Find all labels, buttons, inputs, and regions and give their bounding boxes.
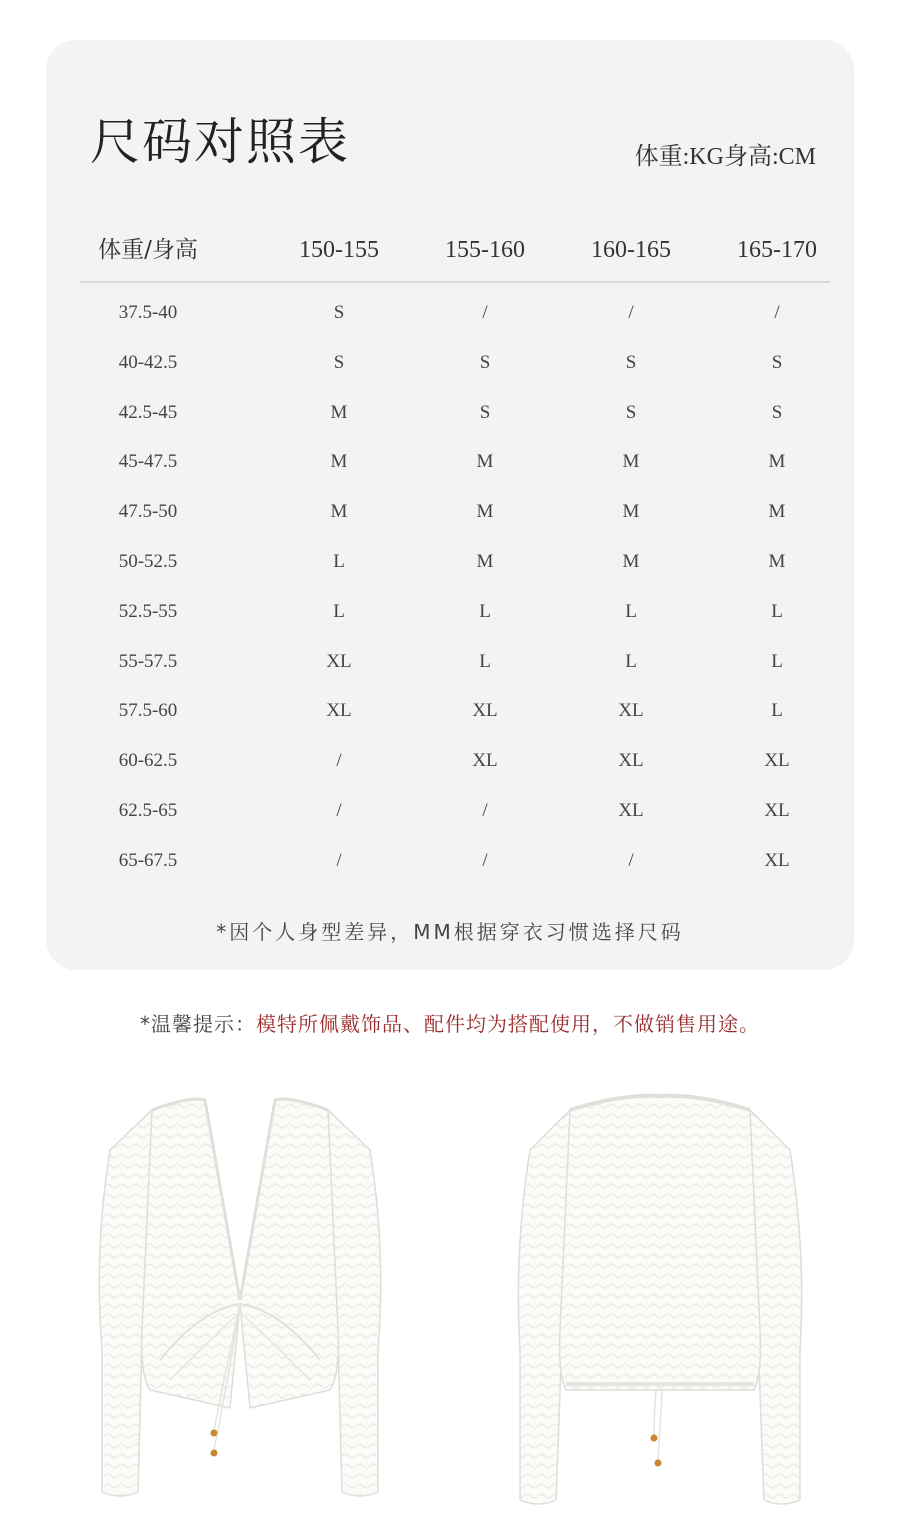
page-title: 尺码对照表	[90, 113, 350, 171]
cardigan-back-illustration	[510, 1090, 810, 1510]
size-cell: M	[330, 401, 348, 423]
size-cell: M	[622, 550, 640, 572]
size-cell: XL	[764, 849, 790, 871]
size-cell: M	[622, 501, 640, 523]
size-cell: /	[336, 849, 342, 871]
size-cell: L	[333, 600, 345, 622]
tip-label: *温馨提示：	[140, 1012, 256, 1036]
size-cell: M	[476, 550, 494, 572]
size-cell: XL	[764, 750, 790, 772]
weight-range-cell: 42.5-45	[118, 401, 178, 423]
header-cell: 165-170	[737, 237, 817, 263]
size-cell: S	[625, 351, 637, 373]
weight-range-cell: 65-67.5	[118, 849, 178, 871]
table-row	[80, 647, 830, 697]
weight-range-cell: 50-52.5	[118, 550, 178, 572]
size-cell: L	[333, 550, 345, 572]
table-row	[80, 497, 830, 547]
size-cell: M	[768, 550, 786, 572]
header-cell: 155-160	[445, 237, 525, 263]
size-cell: /	[628, 302, 634, 323]
table-row	[80, 298, 830, 348]
table-row	[80, 696, 830, 746]
size-cell: /	[628, 849, 634, 871]
size-cell: L	[771, 600, 783, 622]
table-row	[80, 398, 830, 448]
size-cell: /	[482, 302, 488, 323]
size-cell: XL	[618, 799, 644, 821]
tip-text: 模特所佩戴饰品、配件均为搭配使用，不做销售用途。	[256, 1012, 760, 1036]
size-cell: S	[479, 351, 491, 373]
unit-note: 体重:KG身高:CM	[634, 144, 816, 170]
size-cell: M	[330, 501, 348, 523]
weight-range-cell: 37.5-40	[118, 302, 178, 323]
size-cell: XL	[326, 700, 352, 722]
size-cell: XL	[618, 750, 644, 772]
size-cell: XL	[472, 750, 498, 772]
size-cell: /	[336, 799, 342, 821]
size-cell: M	[768, 451, 786, 473]
table-row	[80, 796, 830, 846]
weight-range-cell: 52.5-55	[118, 600, 178, 622]
weight-range-cell: 55-57.5	[118, 650, 178, 672]
size-cell: L	[625, 600, 637, 622]
size-cell: M	[476, 501, 494, 523]
size-cell: /	[774, 302, 780, 323]
header-cell: 体重/身高	[98, 237, 198, 263]
size-cell: XL	[764, 799, 790, 821]
cardigan-front-illustration	[90, 1090, 390, 1510]
size-cell: S	[625, 401, 637, 423]
size-footnote: *因个人身型差异，MM根据穿衣习惯选择尺码	[216, 920, 684, 944]
size-cell: S	[333, 302, 345, 323]
table-row	[80, 597, 830, 647]
size-cell: L	[771, 700, 783, 722]
weight-range-cell: 45-47.5	[118, 451, 178, 473]
size-cell: S	[771, 351, 783, 373]
size-cell: S	[771, 401, 783, 423]
table-header	[80, 230, 830, 282]
table-row	[80, 846, 830, 896]
size-cell: S	[333, 351, 345, 373]
size-cell: /	[336, 750, 342, 772]
weight-range-cell: 40-42.5	[118, 351, 178, 373]
size-cell: M	[768, 501, 786, 523]
table-row	[80, 447, 830, 497]
warm-tip	[0, 1008, 900, 1037]
size-cell: L	[479, 650, 491, 672]
size-cell: XL	[472, 700, 498, 722]
size-cell: S	[479, 401, 491, 423]
size-cell: L	[625, 650, 637, 672]
header-cell: 150-155	[299, 237, 379, 263]
product-front-image	[90, 1090, 390, 1510]
table-row	[80, 547, 830, 597]
header-cell: 160-165	[591, 237, 671, 263]
weight-range-cell: 62.5-65	[118, 799, 178, 821]
size-cell: XL	[326, 650, 352, 672]
size-cell: L	[771, 650, 783, 672]
size-cell: M	[476, 451, 494, 473]
size-cell: XL	[618, 700, 644, 722]
table-row	[80, 746, 830, 796]
size-cell: M	[330, 451, 348, 473]
weight-range-cell: 60-62.5	[118, 750, 178, 772]
size-cell: /	[482, 799, 488, 821]
size-cell: L	[479, 600, 491, 622]
product-back-image	[510, 1090, 810, 1510]
header-divider	[80, 281, 830, 283]
size-table-body	[80, 298, 830, 896]
size-chart-card	[46, 40, 854, 970]
size-cell: M	[622, 451, 640, 473]
weight-range-cell: 47.5-50	[118, 501, 178, 523]
table-row	[80, 348, 830, 398]
weight-range-cell: 57.5-60	[118, 700, 178, 722]
size-cell: /	[482, 849, 488, 871]
